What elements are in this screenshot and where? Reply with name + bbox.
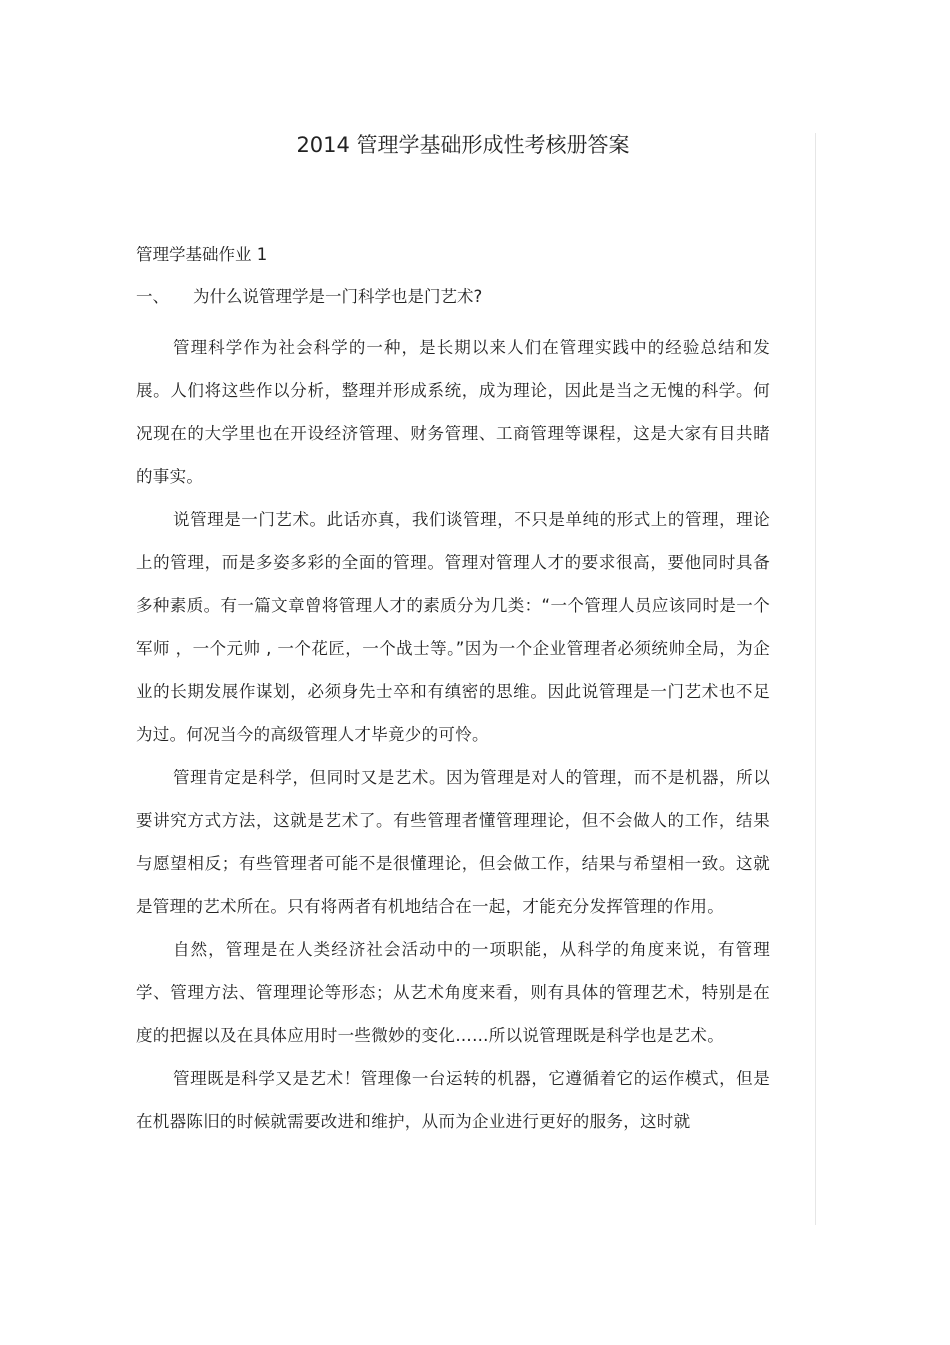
answer-paragraph: 管理肯定是科学，但同时又是艺术。因为管理是对人的管理，而不是机器，所以要讲究方式方法，这就是艺术了。有些管理者懂管理理论，但不会做人的工作，结果与愿望相反；有些管理者可能不是很懂理论，但会做工作，结果与希望相一致。这就是管理的艺术所在。只有将两者有机地结合在一起，才能充分发挥管理的作用。 bbox=[136, 768, 770, 916]
answer-body bbox=[136, 326, 770, 1143]
page-margin-line bbox=[815, 133, 816, 1225]
question-text: 为什么说管理学是一门科学也是门艺术? bbox=[193, 287, 483, 306]
assignment-heading: 管理学基础作业 1 bbox=[136, 245, 268, 264]
answer-paragraph: 管理既是科学又是艺术！管理像一台运转的机器，它遵循着它的运作模式，但是在机器陈旧的时候就需要改进和维护，从而为企业进行更好的服务，这时就 bbox=[136, 1069, 770, 1131]
question-number: 一、 bbox=[136, 287, 169, 306]
answer-paragraph: 自然，管理是在人类经济社会活动中的一项职能，从科学的角度来说，有管理学、管理方法、管理理论等形态；从艺术角度来看，则有具体的管理艺术，特别是在度的把握以及在具体应用时一些微妙的变化……所以说管理既是科学也是艺术。 bbox=[136, 940, 770, 1045]
answer-paragraph: 管理科学作为社会科学的一种，是长期以来人们在管理实践中的经验总结和发展。人们将这些作以分析，整理并形成系统，成为理论，因此是当之无愧的科学。何况现在的大学里也在开设经济管理、财务管理、工商管理等课程，这是大家有目共睹的事实。 bbox=[136, 338, 770, 486]
document-title: 2014 管理学基础形成性考核册答案 bbox=[296, 133, 630, 157]
question-heading bbox=[136, 285, 482, 309]
answer-paragraph: 说管理是一门艺术。此话亦真，我们谈管理，不只是单纯的形式上的管理，理论上的管理，而是多姿多彩的全面的管理。管理对管理人才的要求很高，要他同时具备多种素质。有一篇文章曾将管理人才的素质分为几类：“一个管理人员应该同时是一个军师 ，一个元帅 , 一个花匠，一个战士等。”因为一个企业管理者必须统帅全局，为企业的长期发展作谋划，必须身先士卒和有缜密的思维。因此说管理是一门艺术也不足为过。何况当今的高级管理人才毕竟少的可怜。 bbox=[136, 510, 770, 744]
